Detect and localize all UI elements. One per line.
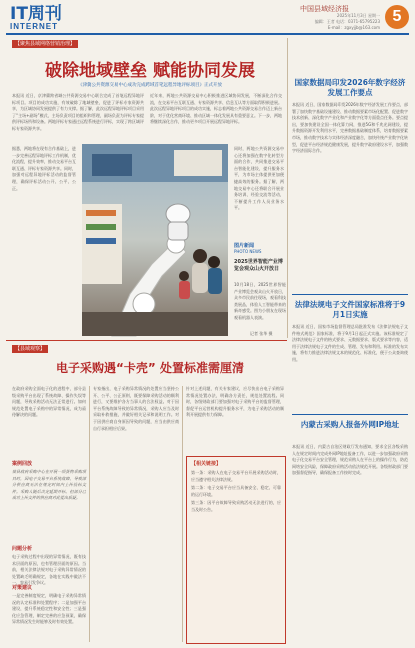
photo-caption-label: 图片新闻: [234, 243, 255, 249]
lead-tag: 【聚焦县域网络营销治理】: [12, 40, 78, 48]
suggest-text: 一是完善制度规定，明确电子采购异常情况的认定标准和处置程序；二是加强平台建设，提升系统稳定性和安全性；三是强化应急管理，制定完善的应急预案，确保异常情况发生时能够及时有效处置。: [12, 593, 86, 625]
right-mid-body: 本报讯 近日，国家市场监督管理总局批准发布《法律法规电子文件格式规范》国家标准，将于9月1日起正式实施。该标准规定了法律法规电子文件的格式要求、元数据要求、版式要求等内容，适用于法律法规电子文件的生成、管理、发布和利用。标准的发布实施，将有力推进法律法规文本的规范化、标准化，便于公众查询使用。: [292, 324, 408, 362]
column-divider: [89, 386, 90, 642]
masthead-info-line: 编辑：王者 电话：0371-65795223: [314, 19, 380, 24]
column-divider: [182, 386, 183, 642]
info-box: [186, 456, 286, 644]
lead-body-col3: 据悉，两地将在现有合作基础上，进一步完善远程异地评标工作机制，优化流程，提升效率，推动交易平台互联互通、评标专家资源共享。同时，加强对远程异地评标活动的监督管理，确保评标活动公开、公平、公正。: [12, 146, 76, 191]
right-bottom-headline: 内蒙古采购人报备外网IP地址: [300, 420, 400, 429]
page-number-badge: 5: [385, 5, 409, 29]
column-divider: [287, 38, 288, 338]
photo-caption-sub: PHOTO NEWS: [234, 249, 262, 254]
second-tag: 【县域观察】: [12, 345, 48, 353]
masthead-info-line: E-mail：zgxyjjb@163.com: [327, 25, 380, 30]
lead-body-col2: 近年来，两地公共资源交易中心积极推进区域协同发展，不断深化合作交流，在交易平台互联互通、专家资源共享、信息互认等方面取得积极进展。此次远程异地评标项目的成功实施，标志着两地公共资源交易合作迈上新台阶，对于优化营商环境、推动区域一体化发展具有重要意义。下一步，两地将继续深化合作，推动更多项目开展远程异地评标。: [150, 93, 282, 125]
photo-illustration: [82, 144, 228, 336]
right-top-headline: 国家数据局印发2026年数字经济发展工作要点: [294, 78, 406, 97]
photo-caption-title: 2025世界智能产业博览会观众山火开放日: [234, 259, 283, 272]
lead-body-col1: 本报讯 近日，京津冀跨省域公共资源交易中心联合完成了首笔远程异地评标项目。项目的成功实施，有效破除了地域壁垒，促进了评标专家资源共享，为区域协同发展提供了有力支撑。据了解，此次远程异地评标项目采用了“主场+副场”模式，主场负责项目的组织和管理，副场负责为评标专家提供评标场所和设备。两地评标专家通过远程系统进行评标，实现了跨区域评标专家资源共享。: [12, 93, 144, 131]
masthead-info: [272, 13, 380, 31]
right-divider: [292, 294, 408, 295]
lead-body-col4: 同时，两地公共资源交易中心还将加强在数字化转型方面的合作，共同推进交易平台智能化建设，提升服务水平，为市场主体提供更加便捷高效的服务。据了解，两地交易中心还将联合开展业务培训、经验交流等活动，不断提升工作人员业务水平。: [234, 146, 284, 211]
masthead-title: IT周刊: [10, 4, 62, 24]
section-heading-analysis: 问题分析: [12, 546, 33, 552]
second-body-middle: 专家指出，电子采购异常情况的处置应当坚持公开、公平、公正原则，既要保障采购活动的顺利进行，又要维护各方当事人的合法权益。对于因平台系统故障导致的异常情况，采购人应当及时采取补救措施，并做好相关记录和说明工作。对于因供应商自身原因导致的问题，应当由供应商自行承担相应后果。: [93, 386, 179, 431]
lead-subheadline: 《津冀公共资源交易中心成功完成跨域首笔远程异地评标项目》正式开放: [78, 83, 222, 88]
right-mid-headline: 法律法规电子文件国家标准将于9月1日实施: [294, 300, 406, 319]
analysis-text: 电子采购过程中出现的异常情况，既有技术层面的原因，也有管理层面的原因。当前，相关法律法规对电子采购异常情况的处置缺乏明确规定，各地在实践中做法不一，容易引发争议。: [12, 554, 86, 586]
masthead-info-line: 2025年11月3日 星期一: [336, 13, 380, 18]
right-top-body: 本报讯 近日，国家数据局印发2026年数字经济发展工作要点，部署了加快数字基础设施建设、推动数据要素市场化配置、促进数字技术创新、深化数字产业化和产业数字化等方面重点任务。要点提出，要加快建设全国一体化算力网，推进5G和千兆光网建设，提升数据资源开发利用水平，完善数据基础制度体系，培育数据要素市场，推动数字技术与实体经济深度融合，加快传统产业数字化转型，促进平台经济规范健康发展，提升数字政府建设水平，加强数字经济国际合作。: [292, 102, 408, 154]
masthead-rule: [6, 33, 409, 35]
info-box-item: 第三条：因平台故障导致采购活动无法进行的，应当及时公告。: [191, 500, 281, 512]
info-box-item: 第二条：电子交易平台应当具备安全、稳定、可靠的运行环境。: [191, 485, 281, 497]
info-box-item: 第一条：采购人在电子交易平台开展采购活动时，应当遵守相关法律法规。: [191, 470, 281, 482]
lead-headline: 破除地域壁垒 赋能协同发展: [45, 61, 255, 81]
photo-caption-text: 10月18日，2025世界智能产业博览会观众山火开放日，众多市民前往现场，观看科技类展品，体验人工智能带来的新奇感受。图为小朋友在现场观看机器人表演。: [234, 282, 286, 320]
info-box-title: 【相关链接】: [191, 461, 222, 467]
photo-credit: 记者 张华 摄: [250, 331, 273, 336]
masthead-subtitle: INTERNET: [10, 22, 58, 31]
section-heading-case: 案例回放: [12, 461, 33, 467]
right-divider: [292, 414, 408, 415]
right-bottom-body: 本报讯 近日，内蒙古自治区财政厅发布通知，要求全区各级采购人在规定时间内完成外网IP地址报备工作，以进一步加强政府采购电子化交易平台安全管理，规范采购人在平台上的操作行为，防范网络安全风险，保障政府采购活动依法规范开展。各级财政部门要加强督促指导，确保报备工作按时完成。: [292, 444, 408, 476]
newspaper-logo: 中国县域经济报: [300, 5, 349, 13]
second-headline: 电子采购遇“卡壳” 处置标准需厘清: [56, 361, 244, 375]
second-body-right: 针对上述问题，有关专家建议，应尽快出台电子采购异常情况处置办法，明确各方责任，规范处置流程。同时，各级财政部门要加强对电子采购平台的监督管理，督促平台运营机构提升服务水平，为电子采购活动的顺利开展提供有力保障。: [186, 386, 284, 418]
section-heading-suggest: 对策建议: [12, 585, 33, 591]
second-intro: 在政府采购全面电子化的进程中，部分县级采购平台出现了系统故障、操作失误等问题，导致采购活动无法正常进行。如何规范处置电子采购中的异常情况，成为亟待解决的问题。: [12, 386, 86, 418]
case-text: 某县政府采购中心在开展一项货物采购项目时，因电子交易平台系统故障，导致部分供应商无法在规定时间内上传投标文件。采购人随后决定延期开标，但部分已成功上传文件的供应商对此提出质疑。: [12, 469, 86, 501]
section-rule: [6, 340, 287, 341]
robot-expo-photo: [82, 144, 228, 336]
